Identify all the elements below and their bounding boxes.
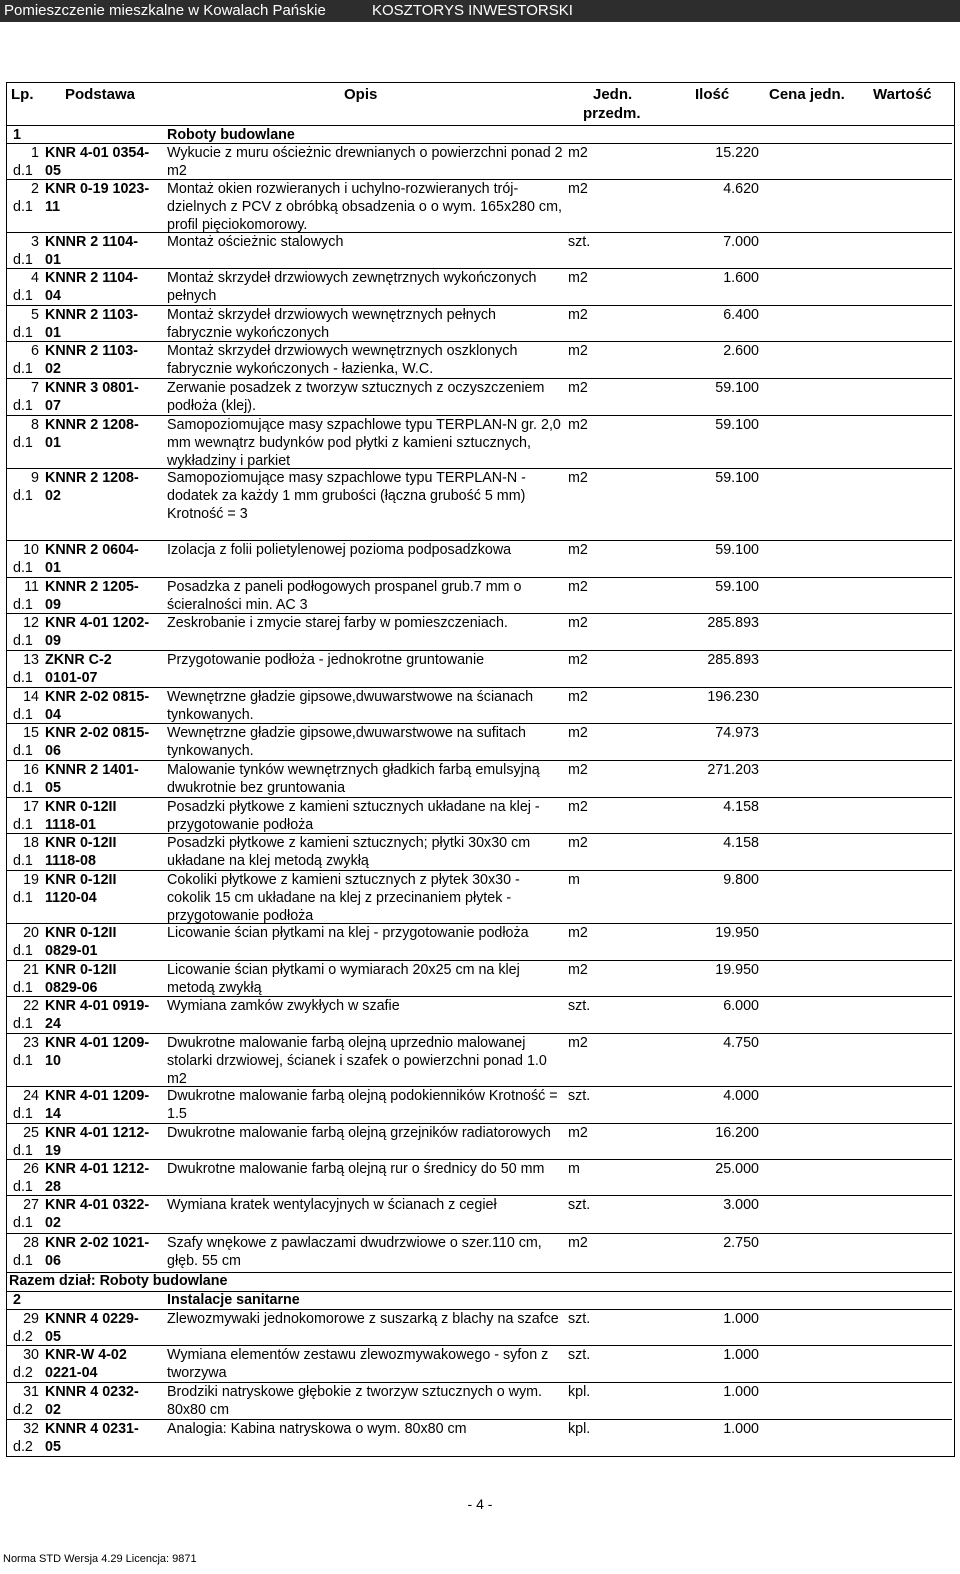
row-basis: KNNR 2 1205- (45, 579, 139, 595)
document-type: KOSZTORYS INWESTORSKI (372, 2, 573, 19)
section-number: 2 (13, 1292, 21, 1308)
row-basis-cont: 10 (45, 1053, 61, 1069)
row-description: Wewnętrzne gładzie gipsowe,dwuwarstwowe na sufitach tynkowanych. (167, 725, 526, 759)
row-description: Dwukrotne malowanie farbą olejną grzejników radiatorowych (167, 1125, 551, 1141)
row-basis-cont: 28 (45, 1179, 61, 1195)
row-quantity: 4.000 (723, 1088, 759, 1104)
row-subsection: d.2 (13, 1329, 33, 1345)
row-description: Montaż ościeżnic stalowych (167, 234, 344, 250)
row-lp: 16 (23, 762, 39, 778)
row-basis-cont: 01 (45, 560, 61, 576)
row-quantity: 4.620 (723, 181, 759, 197)
row-subsection: d.2 (13, 1402, 33, 1418)
row-quantity: 16.200 (715, 1125, 759, 1141)
row-description: Wymiana elementów zestawu zlewozmywakowego - syfon z tworzywa (167, 1347, 549, 1381)
row-description: Zlewozmywaki jednokomorowe z suszarką z blachy na szafce (167, 1311, 559, 1327)
row-unit: m2 (568, 307, 588, 323)
row-basis-cont: 04 (45, 707, 61, 723)
row-unit: szt. (568, 1311, 591, 1327)
row-subsection: d.1 (13, 252, 33, 268)
row-basis: KNR 4-01 1212- (45, 1125, 150, 1141)
row-description: Montaż skrzydeł drzwiowych wewnętrznych pełnych fabrycznie wykończonych (167, 307, 496, 341)
row-description: Dwukrotne malowanie farbą olejną uprzednio malowanej stolarki drzwiowej, ścianek i szafek o powierzchni ponad 1.0 m2 (167, 1035, 547, 1087)
row-unit: m2 (568, 689, 588, 705)
row-unit: szt. (568, 1347, 591, 1363)
row-basis-cont: 09 (45, 597, 61, 613)
col-ilosc: Ilość (695, 86, 730, 103)
row-description: Malowanie tynków wewnętrznych gładkich farbą emulsyjną dwukrotnie bez gruntowania (167, 762, 540, 796)
row-unit: m2 (568, 579, 588, 595)
row-basis: KNNR 4 0231- (45, 1421, 139, 1437)
row-basis: KNR 0-12II (45, 872, 117, 888)
row-unit: kpl. (568, 1421, 591, 1437)
row-quantity: 19.950 (715, 925, 759, 941)
row-description: Dwukrotne malowanie farbą olejną rur o średnicy do 50 mm (167, 1161, 545, 1177)
row-unit: m2 (568, 1235, 588, 1251)
row-lp: 29 (23, 1311, 39, 1327)
row-description: Montaż skrzydeł drzwiowych zewnętrznych wykończonych pełnych (167, 270, 537, 304)
row-basis-cont: 01 (45, 435, 61, 451)
row-description: Izolacja z folii polietylenowej pozioma podposadzkowa (167, 542, 512, 558)
row-quantity: 1.000 (723, 1347, 759, 1363)
cost-estimate-table (6, 82, 955, 1457)
row-lp: 1 (31, 145, 39, 161)
row-basis-cont: 01 (45, 252, 61, 268)
row-description: Dwukrotne malowanie farbą olejną podokienników Krotność = 1.5 (167, 1088, 558, 1122)
row-basis: KNR 0-12II (45, 799, 117, 815)
row-unit: m2 (568, 1125, 588, 1141)
row-description: Posadzki płytkowe z kamieni sztucznych układane na klej - przygotowanie podłoża (167, 799, 540, 833)
row-quantity: 59.100 (715, 542, 759, 558)
row-description: Wymiana kratek wentylacyjnych w ścianach z cegieł (167, 1197, 497, 1213)
row-description: Zeskrobanie i zmycie starej farby w pomieszczeniach. (167, 615, 508, 631)
row-description: Wykucie z muru ościeżnic drewnianych o powierzchni ponad 2 m2 (167, 145, 563, 179)
row-basis: KNNR 4 0232- (45, 1384, 139, 1400)
row-quantity: 9.800 (723, 872, 759, 888)
row-lp: 25 (23, 1125, 39, 1141)
row-quantity: 6.000 (723, 998, 759, 1014)
row-unit: m2 (568, 542, 588, 558)
row-subsection: d.1 (13, 670, 33, 686)
row-basis-cont: 24 (45, 1016, 61, 1032)
row-unit: m2 (568, 270, 588, 286)
row-unit: m2 (568, 799, 588, 815)
row-quantity: 3.000 (723, 1197, 759, 1213)
row-basis-cont: 01 (45, 325, 61, 341)
section-total-label: Razem dział: Roboty budowlane (9, 1273, 228, 1289)
document-header (0, 0, 960, 22)
section-number: 1 (13, 127, 21, 143)
row-basis-cont: 02 (45, 1402, 61, 1418)
row-subsection: d.1 (13, 435, 33, 451)
row-basis: KNR 4-01 1209- (45, 1088, 150, 1104)
row-description: Przygotowanie podłoża - jednokrotne gruntowanie (167, 652, 485, 668)
row-quantity: 285.893 (707, 615, 759, 631)
row-lp: 11 (24, 579, 39, 595)
row-unit: m2 (568, 925, 588, 941)
row-subsection: d.1 (13, 1016, 33, 1032)
row-unit: m2 (568, 835, 588, 851)
table-body (7, 126, 954, 1456)
row-quantity: 6.400 (723, 307, 759, 323)
row-lp: 21 (23, 962, 39, 978)
row-lp: 27 (23, 1197, 39, 1213)
row-basis: KNR 2-02 0815- (45, 689, 150, 705)
row-basis: KNNR 2 1103- (45, 343, 138, 359)
row-basis-cont: 0221-04 (45, 1365, 98, 1381)
row-quantity: 15.220 (715, 145, 759, 161)
row-subsection: d.1 (13, 199, 33, 215)
row-lp: 28 (23, 1235, 39, 1251)
row-basis: KNR 4-01 0354- (45, 145, 150, 161)
col-cena: Cena jedn. (769, 86, 845, 103)
row-quantity: 19.950 (715, 962, 759, 978)
row-subsection: d.1 (13, 597, 33, 613)
row-lp: 10 (23, 542, 39, 558)
row-lp: 19 (23, 872, 39, 888)
row-description: Posadzka z paneli podłogowych prospanel grub.7 mm o ścieralności min. AC 3 (167, 579, 522, 613)
row-description: Wewnętrzne gładzie gipsowe,dwuwarstwowe na ścianach tynkowanych. (167, 689, 534, 723)
row-lp: 17 (23, 799, 39, 815)
row-unit: m2 (568, 470, 588, 486)
row-subsection: d.1 (13, 943, 33, 959)
row-lp: 24 (23, 1088, 39, 1104)
row-basis-cont: 0101-07 (45, 670, 98, 686)
row-lp: 20 (23, 925, 39, 941)
row-divider (7, 1272, 952, 1273)
row-quantity: 4.158 (723, 799, 759, 815)
row-subsection: d.1 (13, 488, 33, 504)
row-description: Cokoliki płytkowe z kamieni sztucznych z płytek 30x30 - cokolik 15 cm układane na klej z przecinaniem płytek - przygotowanie podłoża (167, 872, 520, 924)
row-description: Licowanie ścian płytkami o wymiarach 20x25 cm na klej metodą zwykłą (167, 962, 520, 996)
row-subsection: d.2 (13, 1365, 33, 1381)
row-basis: ZKNR C-2 (45, 652, 112, 668)
project-title: Pomieszczenie mieszkalne w Kowalach Pańskie (4, 2, 326, 19)
row-description: Brodziki natryskowe głębokie z tworzyw sztucznych o wym. 80x80 cm (167, 1384, 543, 1418)
section-title: Roboty budowlane (167, 127, 295, 143)
row-basis: KNNR 2 1401- (45, 762, 139, 778)
row-subsection: d.1 (13, 1053, 33, 1069)
row-lp: 9 (31, 470, 39, 486)
row-subsection: d.1 (13, 398, 33, 414)
col-jedn: Jedn. (593, 86, 633, 103)
row-subsection: d.1 (13, 325, 33, 341)
row-subsection: d.1 (13, 780, 33, 796)
row-unit: m2 (568, 145, 588, 161)
row-lp: 4 (31, 270, 39, 286)
row-subsection: d.1 (13, 1179, 33, 1195)
row-basis: KNNR 2 1103- (45, 307, 138, 323)
row-subsection: d.1 (13, 890, 33, 906)
row-description: Samopoziomujące masy szpachlowe typu TERPLAN-N - dodatek za każdy 1 mm grubości (łączna grubość 5 mm) Krotność = 3 (167, 470, 526, 522)
row-quantity: 59.100 (715, 417, 759, 433)
row-description: Licowanie ścian płytkami na klej - przygotowanie podłoża (167, 925, 529, 941)
row-lp: 15 (23, 725, 39, 741)
row-lp: 8 (31, 417, 39, 433)
row-quantity: 7.000 (723, 234, 759, 250)
col-podstawa: Podstawa (65, 86, 136, 103)
row-quantity: 4.750 (723, 1035, 759, 1051)
row-subsection: d.1 (13, 817, 33, 833)
row-quantity: 271.203 (707, 762, 759, 778)
row-basis-cont: 05 (45, 780, 61, 796)
row-basis: KNR 4-01 1209- (45, 1035, 150, 1051)
col-jedn-przedm: przedm. (583, 105, 641, 122)
row-lp: 23 (23, 1035, 39, 1051)
row-basis: KNR-W 4-02 (45, 1347, 127, 1363)
row-unit: m (568, 1161, 580, 1177)
row-lp: 7 (31, 380, 39, 396)
row-quantity: 1.000 (723, 1384, 759, 1400)
row-quantity: 4.158 (723, 835, 759, 851)
row-subsection: d.1 (13, 288, 33, 304)
row-quantity: 196.230 (707, 689, 759, 705)
row-unit: szt. (568, 1197, 591, 1213)
row-basis-cont: 05 (45, 163, 61, 179)
row-unit: szt. (568, 234, 591, 250)
row-basis-cont: 02 (45, 1215, 61, 1231)
row-quantity: 2.600 (723, 343, 759, 359)
row-unit: kpl. (568, 1384, 591, 1400)
row-basis-cont: 09 (45, 633, 61, 649)
row-subsection: d.1 (13, 853, 33, 869)
row-basis: KNR 4-01 0322- (45, 1197, 150, 1213)
row-lp: 18 (23, 835, 39, 851)
row-basis: KNNR 2 0604- (45, 542, 139, 558)
row-basis: KNNR 2 1208- (45, 417, 139, 433)
row-lp: 14 (23, 689, 39, 705)
row-unit: m2 (568, 762, 588, 778)
row-description: Zerwanie posadzek z tworzyw sztucznych z oczyszczeniem podłoża (klej). (167, 380, 545, 414)
row-unit: szt. (568, 998, 591, 1014)
row-quantity: 59.100 (715, 470, 759, 486)
row-lp: 32 (23, 1421, 39, 1437)
row-description: Samopoziomujące masy szpachlowe typu TERPLAN-N gr. 2,0 mm wewnątrz budynków pod płytki z kamieni sztucznych, wykładziny i parkiet (167, 417, 561, 469)
row-quantity: 59.100 (715, 380, 759, 396)
row-basis: KNR 4-01 1212- (45, 1161, 150, 1177)
row-quantity: 285.893 (707, 652, 759, 668)
row-basis: KNR 0-12II (45, 962, 117, 978)
row-subsection: d.1 (13, 1143, 33, 1159)
row-basis-cont: 07 (45, 398, 61, 414)
row-subsection: d.1 (13, 743, 33, 759)
row-unit: m2 (568, 725, 588, 741)
row-lp: 2 (31, 181, 39, 197)
row-quantity: 25.000 (715, 1161, 759, 1177)
row-basis: KNNR 3 0801- (45, 380, 139, 396)
row-lp: 5 (31, 307, 39, 323)
row-subsection: d.1 (13, 1106, 33, 1122)
row-lp: 22 (23, 998, 39, 1014)
row-unit: m2 (568, 1035, 588, 1051)
row-basis-cont: 14 (45, 1106, 61, 1122)
row-basis-cont: 11 (45, 199, 61, 215)
row-basis: KNNR 2 1104- (45, 270, 138, 286)
row-basis: KNR 4-01 0919- (45, 998, 150, 1014)
row-basis-cont: 1120-04 (45, 890, 97, 906)
row-subsection: d.1 (13, 707, 33, 723)
col-wartosc: Wartość (873, 86, 932, 103)
row-unit: m (568, 872, 580, 888)
row-subsection: d.1 (13, 361, 33, 377)
row-description: Montaż okien rozwieranych i uchylno-rozwieranych trój-dzielnych z PCV z obróbką obsadzenia o o wym. 165x280 cm, profil pięciokomorowy. (167, 181, 562, 233)
row-basis-cont: 05 (45, 1329, 61, 1345)
row-subsection: d.1 (13, 560, 33, 576)
row-basis: KNR 2-02 0815- (45, 725, 150, 741)
row-lp: 6 (31, 343, 39, 359)
row-lp: 12 (23, 615, 39, 631)
row-unit: szt. (568, 1088, 591, 1104)
row-description: Wymiana zamków zwykłych w szafie (167, 998, 400, 1014)
row-description: Szafy wnękowe z pawlaczami dwudrzwiowe o szer.110 cm, głęb. 55 cm (167, 1235, 542, 1269)
row-basis-cont: 19 (45, 1143, 61, 1159)
row-basis-cont: 0829-06 (45, 980, 98, 996)
row-basis: KNNR 4 0229- (45, 1311, 139, 1327)
row-subsection: d.1 (13, 980, 33, 996)
row-subsection: d.1 (13, 1253, 33, 1269)
row-quantity: 1.600 (723, 270, 759, 286)
row-unit: m2 (568, 380, 588, 396)
row-basis-cont: 06 (45, 1253, 61, 1269)
row-subsection: d.1 (13, 163, 33, 179)
row-subsection: d.1 (13, 633, 33, 649)
row-quantity: 74.973 (715, 725, 759, 741)
row-basis-cont: 04 (45, 288, 61, 304)
row-unit: m2 (568, 962, 588, 978)
row-basis: KNNR 2 1208- (45, 470, 139, 486)
row-basis: KNNR 2 1104- (45, 234, 138, 250)
section-title: Instalacje sanitarne (167, 1292, 300, 1308)
row-basis-cont: 06 (45, 743, 61, 759)
col-lp: Lp. (11, 86, 34, 103)
row-quantity: 1.000 (723, 1421, 759, 1437)
row-basis-cont: 1118-08 (45, 853, 96, 869)
row-basis-cont: 02 (45, 361, 61, 377)
row-basis: KNR 2-02 1021- (45, 1235, 150, 1251)
row-unit: m2 (568, 652, 588, 668)
row-quantity: 1.000 (723, 1311, 759, 1327)
row-unit: m2 (568, 343, 588, 359)
row-lp: 31 (23, 1384, 39, 1400)
row-unit: m2 (568, 615, 588, 631)
row-basis: KNR 4-01 1202- (45, 615, 150, 631)
row-unit: m2 (568, 417, 588, 433)
row-lp: 26 (23, 1161, 39, 1177)
row-basis-cont: 1118-01 (45, 817, 96, 833)
software-footer: Norma STD Wersja 4.29 Licencja: 9871 (3, 1553, 197, 1565)
row-basis: KNR 0-12II (45, 925, 117, 941)
row-subsection: d.1 (13, 1215, 33, 1231)
col-opis: Opis (344, 86, 378, 103)
row-lp: 30 (23, 1347, 39, 1363)
row-description: Montaż skrzydeł drzwiowych wewnętrznych oszklonych fabrycznie wykończonych - łazienka, W.C. (167, 343, 518, 377)
row-description: Posadzki płytkowe z kamieni sztucznych; płytki 30x30 cm układane na klej metodą zwykłą (167, 835, 531, 869)
row-quantity: 59.100 (715, 579, 759, 595)
row-basis: KNR 0-19 1023- (45, 181, 150, 197)
row-lp: 3 (31, 234, 39, 250)
row-subsection: d.2 (13, 1439, 33, 1455)
row-basis-cont: 02 (45, 488, 61, 504)
row-basis-cont: 05 (45, 1439, 61, 1455)
page-number: - 4 - (467, 1496, 493, 1512)
table-header (7, 83, 954, 126)
row-lp: 13 (23, 652, 39, 668)
row-basis-cont: 0829-01 (45, 943, 98, 959)
row-unit: m2 (568, 181, 588, 197)
row-quantity: 2.750 (723, 1235, 759, 1251)
row-divider (7, 1291, 952, 1292)
row-description: Analogia: Kabina natryskowa o wym. 80x80 cm (167, 1421, 467, 1437)
row-basis: KNR 0-12II (45, 835, 117, 851)
